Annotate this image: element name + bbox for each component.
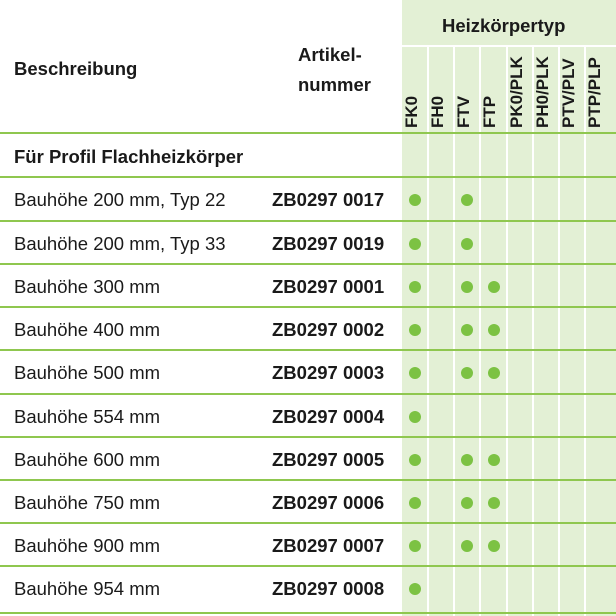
compatibility-dot bbox=[461, 238, 473, 250]
compatibility-dot bbox=[409, 194, 421, 206]
row-article-number: ZB0297 0019 bbox=[272, 233, 385, 254]
compatibility-dot bbox=[488, 497, 500, 509]
compatibility-dot bbox=[488, 281, 500, 293]
row-article-number: ZB0297 0001 bbox=[272, 276, 385, 297]
compatibility-dot bbox=[409, 583, 421, 595]
row-divider bbox=[0, 176, 616, 178]
compatibility-dot bbox=[409, 497, 421, 509]
type-header-ptv-plv: PTV/PLV bbox=[559, 58, 578, 128]
type-header-ptp-plp: PTP/PLP bbox=[585, 57, 604, 128]
compatibility-dot bbox=[409, 324, 421, 336]
row-description: Bauhöhe 200 mm, Typ 22 bbox=[14, 189, 226, 210]
row-divider bbox=[0, 612, 616, 614]
compatibility-dot bbox=[461, 454, 473, 466]
compatibility-dot bbox=[461, 194, 473, 206]
row-divider bbox=[0, 349, 616, 351]
row-description: Bauhöhe 954 mm bbox=[14, 578, 161, 599]
compatibility-dot bbox=[409, 540, 421, 552]
row-description: Bauhöhe 600 mm bbox=[14, 449, 161, 470]
row-article-number: ZB0297 0006 bbox=[272, 492, 385, 513]
compatibility-dot bbox=[409, 454, 421, 466]
compatibility-dot bbox=[461, 540, 473, 552]
row-description: Bauhöhe 900 mm bbox=[14, 535, 161, 556]
type-header-ftp: FTP bbox=[480, 95, 499, 128]
compatibility-dot bbox=[461, 324, 473, 336]
row-description: Bauhöhe 554 mm bbox=[14, 406, 161, 427]
compatibility-dot bbox=[409, 238, 421, 250]
row-article-number: ZB0297 0003 bbox=[272, 362, 385, 383]
compatibility-dot bbox=[488, 540, 500, 552]
row-divider bbox=[0, 263, 616, 265]
header-heizkoerpertyp: Heizkörpertyp bbox=[442, 15, 566, 36]
compatibility-dot bbox=[461, 281, 473, 293]
row-description: Bauhöhe 400 mm bbox=[14, 319, 161, 340]
row-article-number: ZB0297 0004 bbox=[272, 406, 385, 427]
row-description: Bauhöhe 200 mm, Typ 33 bbox=[14, 233, 226, 254]
row-article-number: ZB0297 0005 bbox=[272, 449, 385, 470]
header-artikel-line1: Artikel- bbox=[298, 44, 362, 65]
compatibility-dot bbox=[461, 367, 473, 379]
compatibility-dot bbox=[461, 497, 473, 509]
row-description: Bauhöhe 500 mm bbox=[14, 362, 161, 383]
row-divider bbox=[0, 220, 616, 222]
type-header-pk0-plk: PK0/PLK bbox=[507, 56, 526, 128]
header-beschreibung: Beschreibung bbox=[14, 58, 138, 79]
compatibility-dot bbox=[409, 281, 421, 293]
type-header-ph0-plk: PH0/PLK bbox=[533, 56, 552, 128]
row-divider bbox=[0, 522, 616, 524]
section-label: Für Profil Flachheizkörper bbox=[14, 146, 244, 167]
row-description: Bauhöhe 750 mm bbox=[14, 492, 161, 513]
compatibility-dot bbox=[409, 411, 421, 423]
row-article-number: ZB0297 0017 bbox=[272, 189, 385, 210]
row-divider bbox=[0, 479, 616, 481]
row-divider bbox=[0, 132, 616, 134]
row-divider bbox=[0, 393, 616, 395]
compatibility-dot bbox=[488, 324, 500, 336]
row-article-number: ZB0297 0007 bbox=[272, 535, 385, 556]
row-article-number: ZB0297 0002 bbox=[272, 319, 385, 340]
row-article-number: ZB0297 0008 bbox=[272, 578, 385, 599]
row-divider bbox=[0, 565, 616, 567]
compatibility-dot bbox=[488, 367, 500, 379]
row-description: Bauhöhe 300 mm bbox=[14, 276, 161, 297]
row-divider bbox=[0, 436, 616, 438]
compatibility-dot bbox=[488, 454, 500, 466]
type-header-fk0: FK0 bbox=[402, 95, 421, 128]
compatibility-dot bbox=[409, 367, 421, 379]
type-header-ftv: FTV bbox=[454, 95, 473, 128]
heizkoerpertyp-underline bbox=[402, 45, 616, 47]
type-header-fh0: FH0 bbox=[428, 95, 447, 128]
header-artikel-line2: nummer bbox=[298, 74, 371, 95]
row-divider bbox=[0, 306, 616, 308]
